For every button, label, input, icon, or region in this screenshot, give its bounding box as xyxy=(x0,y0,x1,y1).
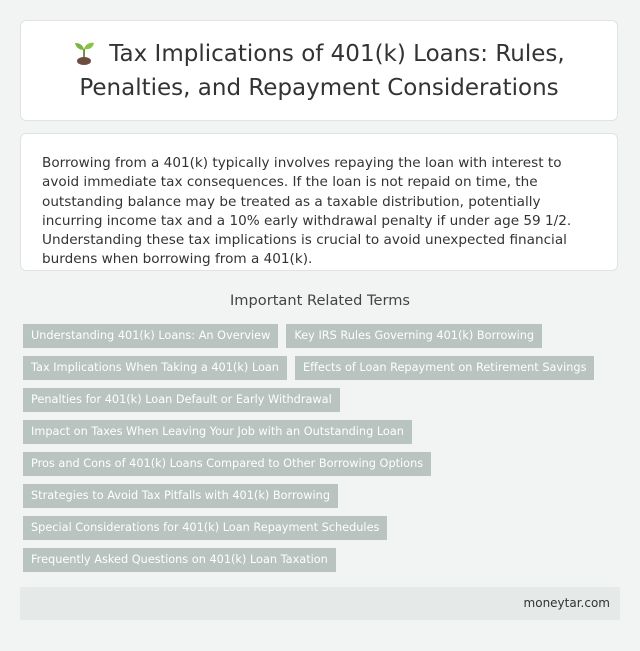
related-term-tag[interactable]: Penalties for 401(k) Loan Default or Early Withdrawal xyxy=(23,388,340,412)
related-terms-list xyxy=(23,324,603,580)
related-term-tag[interactable]: Effects of Loan Repayment on Retirement Savings xyxy=(295,356,595,380)
sprout-icon xyxy=(73,41,95,73)
summary-card xyxy=(20,133,618,271)
footer xyxy=(20,587,620,620)
related-term-tag[interactable]: Frequently Asked Questions on 401(k) Loan Taxation xyxy=(23,548,336,572)
related-term-tag[interactable]: Understanding 401(k) Loans: An Overview xyxy=(23,324,278,348)
footer-site-link[interactable]: moneytar.com xyxy=(523,596,610,610)
related-term-tag[interactable]: Strategies to Avoid Tax Pitfalls with 401(k) Borrowing xyxy=(23,484,338,508)
summary-text: Borrowing from a 401(k) typically involves repaying the loan with interest to avoid immediate tax consequences. If the loan is not repaid on time, the outstanding balance may be treated as a taxable distribution, potentially incurring income tax and a 10% early withdrawal penalty if under age 59 1/2. Understanding these tax implications is crucial to avoid unexpected financial burdens when borrowing from a 401(k). xyxy=(42,155,572,268)
related-term-tag[interactable]: Pros and Cons of 401(k) Loans Compared to Other Borrowing Options xyxy=(23,452,431,476)
page-title xyxy=(51,39,587,103)
related-term-tag[interactable]: Special Considerations for 401(k) Loan Repayment Schedules xyxy=(23,516,387,540)
title-card xyxy=(20,20,618,121)
page-title-text: Tax Implications of 401(k) Loans: Rules, Penalties, and Repayment Considerations xyxy=(79,40,565,101)
related-term-tag[interactable]: Impact on Taxes When Leaving Your Job with an Outstanding Loan xyxy=(23,420,412,444)
related-term-tag[interactable]: Tax Implications When Taking a 401(k) Loan xyxy=(23,356,287,380)
related-term-tag[interactable]: Key IRS Rules Governing 401(k) Borrowing xyxy=(286,324,542,348)
related-terms-heading: Important Related Terms xyxy=(229,292,411,309)
